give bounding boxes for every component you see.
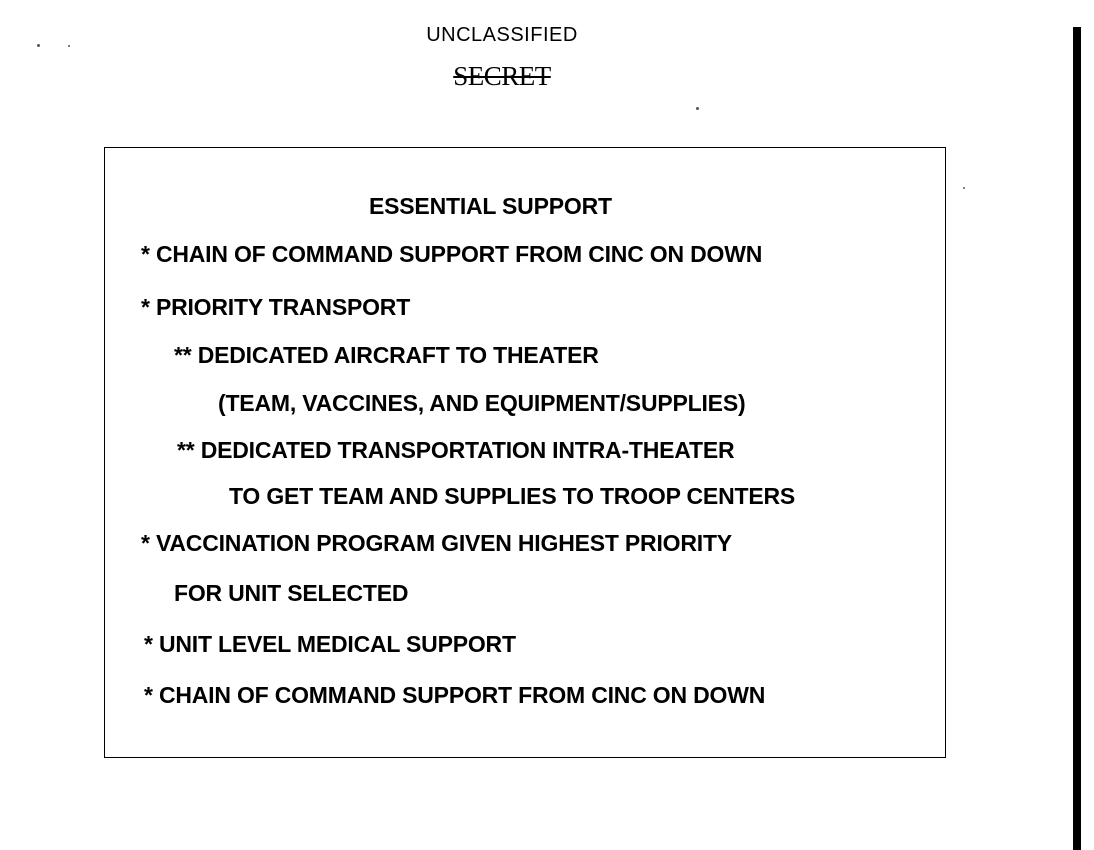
classification-marking: UNCLASSIFIED [426,24,578,46]
sub-bullet-item: ** DEDICATED AIRCRAFT TO THEATER [174,342,599,368]
scan-speck [963,187,965,189]
struck-classification-text: SECRET [453,61,551,91]
bullet-item: * UNIT LEVEL MEDICAL SUPPORT [144,631,516,657]
bullet-item: * CHAIN OF COMMAND SUPPORT FROM CINC ON DOWN [141,241,763,267]
scan-speck [37,44,40,47]
continuation-line: FOR UNIT SELECTED [174,580,409,606]
bullet-item: * CHAIN OF COMMAND SUPPORT FROM CINC ON DOWN [144,682,766,708]
bullet-item: * VACCINATION PROGRAM GIVEN HIGHEST PRIORITY [141,530,732,556]
sub-bullet-item: ** DEDICATED TRANSPORTATION INTRA-THEATER [177,437,735,463]
scan-edge-bar [1073,27,1081,850]
scan-speck [68,45,70,47]
continuation-line: TO GET TEAM AND SUPPLIES TO TROOP CENTERS [229,483,796,509]
slide-title: ESSENTIAL SUPPORT [369,193,612,219]
scan-speck [696,107,699,110]
bullet-item: * PRIORITY TRANSPORT [141,294,411,320]
struck-classification-marking [0,61,1004,92]
continuation-line: (TEAM, VACCINES, AND EQUIPMENT/SUPPLIES) [218,390,746,416]
